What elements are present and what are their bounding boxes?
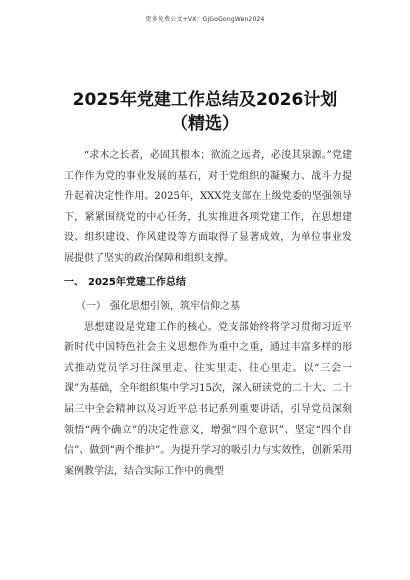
subsection-heading (64, 296, 352, 318)
section-heading-text: 2025年党建工作总结 (88, 276, 186, 288)
section-heading (64, 272, 352, 294)
document-body (64, 146, 352, 482)
body-paragraph: 思想建设是党建工作的核心。党支部始终将学习贯彻习近平新时代中国特色社会主义思想作为重中之重，通过丰富多样的形式推动党员学习往深里走、往实里走、往心里走。以“三会一课”为基础，全年组织集中学习15次，深入研读党的二十大、二十届三中全会精神以及习近平总书记系列重要讲话，引导党员深刻领悟“两个确立”的决定性意义，增强“四个意识”、坚定“四个自信”、做到“两个维护”。为提升学习的吸引力与实效性，创新采用案例教学法，结合实际工作中的典型 (64, 321, 352, 477)
subsection-heading-text: 强化思想引领，筑牢信仰之基 (110, 300, 240, 312)
section-number: 一、 (64, 276, 84, 288)
subsection-number: （一） (76, 300, 106, 312)
header-note: 更多免费公文+VX：GjGoGongWen2024 (145, 16, 265, 23)
intro-paragraph: “求木之长者，必固其根本；欲流之远者，必浚其泉源。”党建工作作为党的事业发展的基石，对于党组织的凝聚力、战斗力提升起着决定性作用。2025年，XXX党支部在上级党委的坚强领导下，紧紧围绕党的中心任务，扎实推进各项党建工作，在思想建设、组织建设、作风建设等方面取得了显著成效，为单位事业发展提供了坚实的政治保障和组织支撑。 (64, 150, 352, 264)
document-title: 2025年党建工作总结及2026计划（精选） (72, 90, 338, 134)
